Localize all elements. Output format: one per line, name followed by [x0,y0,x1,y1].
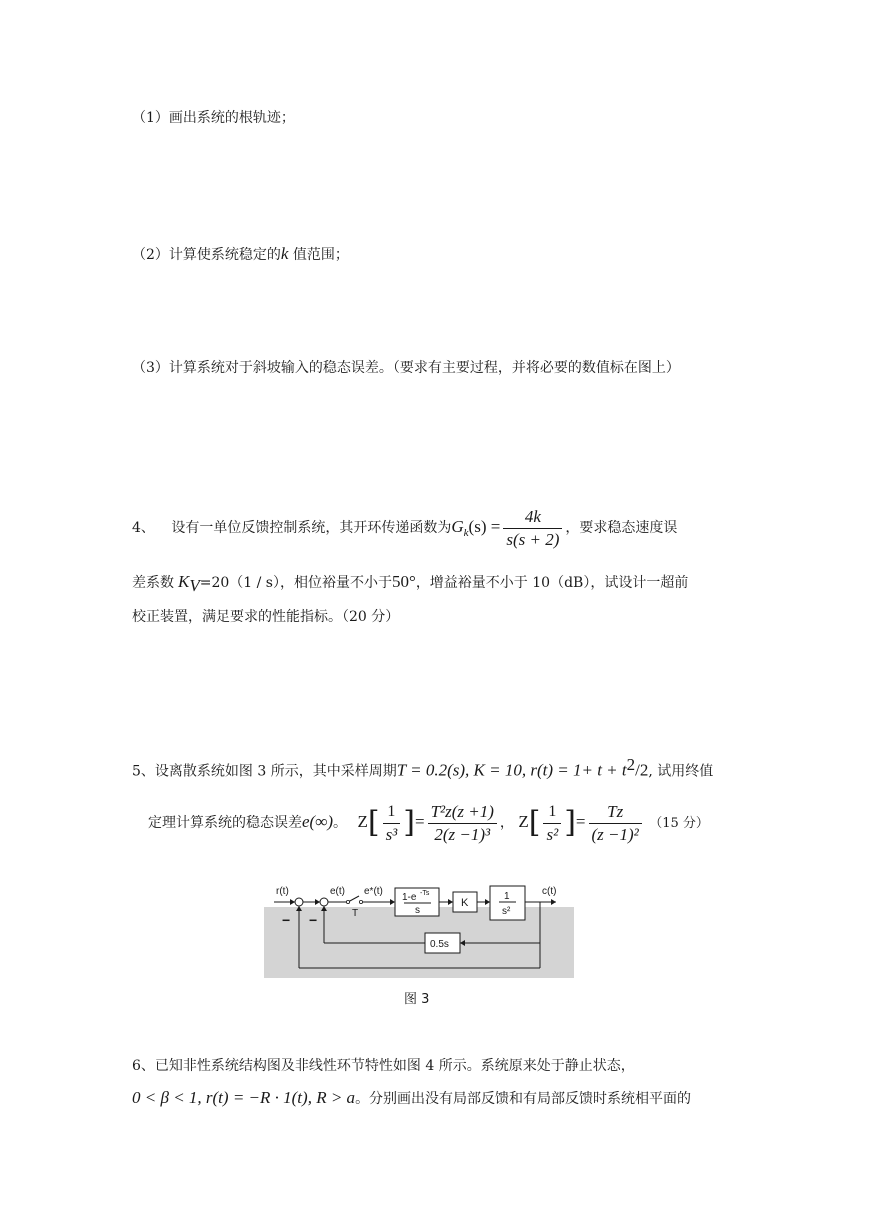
q4-line3: 校正装置，满足要求的性能指标。（20 分） [132,609,400,625]
q4-post: ，要求稳态速度误 [565,520,678,536]
q4-l2a: 差系数 [132,575,174,591]
q5-Z1: Z [357,812,368,831]
zoh-denominator: s [415,905,420,916]
summing-junction-1 [295,898,303,906]
q4-fraction [503,508,562,549]
figure3-caption: 图 3 [404,992,430,1007]
figure3-diagram [264,880,576,980]
q4-l2b: =20（1 / s），相位裕量不小于 [199,575,392,591]
q4-line1 [132,506,677,554]
q5-z1-arg [383,803,401,844]
label-e: e(t) [330,886,345,897]
q3-sub2-var: k [280,244,289,263]
q5-z2-den: s² [546,824,559,844]
q5-r-sup: 2 [626,755,636,774]
bracket-left: [ [528,805,541,840]
q6-line1: 6、已知非性系统结构图及非线性环节特性如图 4 所示。系统原来处于静止状态， [132,1058,635,1074]
arrow-head [485,899,490,905]
label-T: T [352,908,359,919]
q5-line1 [132,755,713,782]
q5-einf: e(∞) [302,812,333,831]
q5-z1-num: 1 [383,803,401,824]
q4-number: 4、 [132,520,155,536]
q5-l2b: 。 [333,815,347,831]
q5-z2-num: 1 [543,803,561,824]
q5-eq2: = [575,812,586,831]
q5-z2-result [589,803,642,844]
q6-line2 [132,1088,691,1109]
sampler-contact [359,900,362,903]
q4-phase: 50° [392,572,416,591]
q5-z2-arg [543,803,561,844]
q5-z2-rnum: Tz [589,803,642,824]
q5-line2 [148,800,709,846]
q6-conditions: 0 < β < 1, r(t) = −R · 1(t), R > a [132,1088,356,1107]
bracket-right: ] [403,805,415,840]
minus-sign-2: − [309,912,318,928]
q6-l2b: 。分别画出没有局部反馈和有局部反馈时系统相平面的 [355,1091,692,1107]
q5-score: （15 分） [649,816,709,831]
zoh-numerator: 1-e [402,892,417,903]
q4-Kv: K [178,572,190,591]
q5-z2-rden: (z −1)² [591,824,639,844]
q5-l2a: 定理计算系统的稳态误差 [148,815,302,831]
plant-denominator: s² [502,906,511,917]
q4-intro: 设有一单位反馈控制系统，其开环传递函数为 [171,520,452,536]
q5-r-end: /2 [635,760,649,780]
q4-l2c: ，增益裕量不小于 10（dB），试设计一超前 [415,575,689,591]
q5-l1b: , 试用终值 [648,763,714,780]
q5-T: T = 0.2(s) [396,760,466,780]
q5-z1-rden: 2(z −1)³ [434,824,491,844]
sampler-contact [346,900,349,903]
k-block-label: K [461,897,469,909]
arrow-head [315,899,320,905]
q4-G-sub: k [463,526,469,539]
arrow-head [290,899,295,905]
q4-G-arg: (s) = [468,517,501,536]
minus-sign-1: − [282,912,291,928]
zoh-numerator-sup: -Ts [420,890,430,897]
q3-sub2-pre: （2）计算使系统稳定的 [132,247,281,263]
q5-K: , K = 10 [465,760,522,780]
bracket-right: ] [564,805,576,840]
q5-comma: ， [499,815,514,831]
label-c: c(t) [542,886,557,897]
q3-sub2 [132,244,349,265]
q3-sub2-post: 值范围； [288,247,349,263]
arrow-head [551,899,556,905]
summing-junction-2 [320,898,328,906]
q3-sub3: （3）计算系统对于斜坡输入的稳态误差。（要求有主要过程，并将必要的数值标在图上） [132,360,680,376]
arrow-head [390,899,395,905]
q5-Z2: Z [518,812,529,831]
label-r: r(t) [276,886,289,897]
q5-l1a: 5、设离散系统如图 3 所示，其中采样周期 [132,763,397,780]
q3-sub1: （1）画出系统的根轨迹； [132,110,295,126]
q4-line2 [132,572,688,596]
q4-frac-den: s(s + 2) [506,529,560,549]
q5-eq1: = [415,812,425,831]
q5-r: , r(t) = 1+ t + t [521,760,627,780]
q4-G: G [451,517,464,536]
q4-frac-num: 4k [503,508,562,529]
arrow-head [448,899,453,905]
bracket-left: [ [367,805,380,840]
feedback-block-label: 0.5s [430,939,449,950]
q5-z1-den: s³ [385,824,398,844]
q5-z1-rnum: T²z(z +1) [428,803,497,824]
plant-numerator: 1 [504,891,510,902]
q4-Kv-sub: V [189,575,200,595]
q5-z1-result [428,803,497,844]
label-estar: e*(t) [364,886,383,897]
